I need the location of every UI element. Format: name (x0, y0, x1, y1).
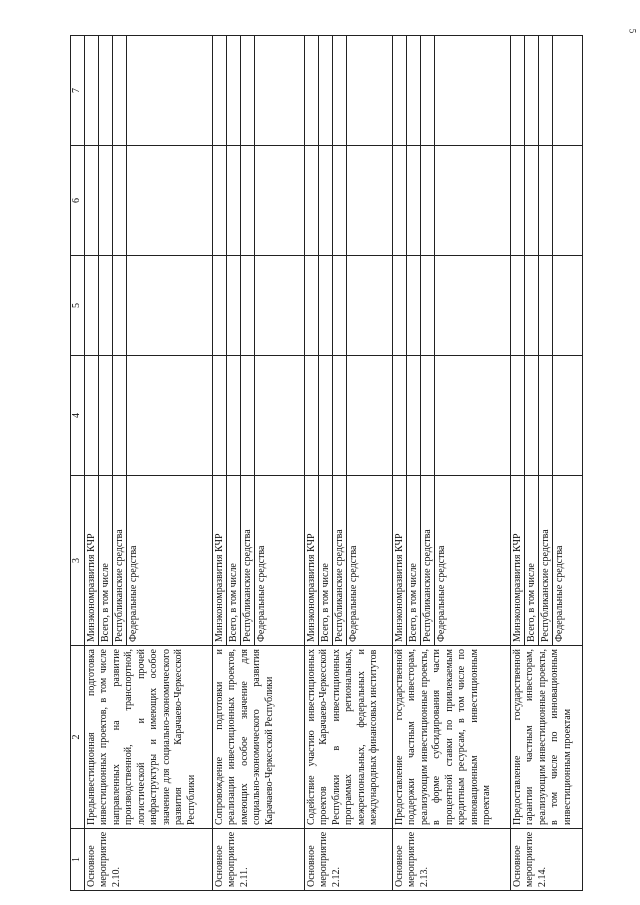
source-republican: Республиканские средства (333, 476, 347, 645)
description-cell: Сопровождение подготовки и реализации инвестиционных проектов, имеющих особое значение для социально-экономического развития Карачаево-Черкесской Республики (212, 646, 304, 829)
value-cell-col-7 (510, 36, 582, 146)
value-cell-col-5 (212, 256, 304, 356)
value-cell-col-4 (392, 356, 510, 476)
measure-cell: Основное мероприятие 2.11. (212, 829, 304, 891)
program-measures-table (70, 35, 583, 891)
source-responsible: Минэкономразвития КЧР (305, 476, 319, 645)
source-responsible: Минэкономразвития КЧР (85, 476, 99, 645)
value-cell-col-4 (84, 356, 212, 476)
header-col-6: 6 (71, 146, 85, 256)
value-cell-col-7 (392, 36, 510, 146)
header-col-4: 4 (71, 356, 85, 476)
rotated-table-wrapper (70, 36, 580, 891)
value-cell-col-7 (84, 36, 212, 146)
funding-sources-cell (392, 476, 510, 646)
value-cell-col-6 (510, 146, 582, 256)
source-total: Всего, в том числе (525, 476, 539, 645)
header-col-5: 5 (71, 256, 85, 356)
value-cell-col-6 (304, 146, 392, 256)
value-cell-col-6 (84, 146, 212, 256)
table-row (510, 36, 582, 891)
value-cell-col-4 (304, 356, 392, 476)
table-row (304, 36, 392, 891)
value-cell-col-7 (212, 36, 304, 146)
source-federal: Федеральные средства (127, 545, 139, 642)
table-row (84, 36, 212, 891)
table-row (392, 36, 510, 891)
value-cell-col-5 (304, 256, 392, 356)
table-row (212, 36, 304, 891)
source-federal: Федеральные средства (255, 545, 267, 642)
description-cell: Предоставление государственной поддержки частным инвесторам, реализующим инвестиционные проекты, в форме субсидирования части процентной ставки по привлекаемым кредитным ресурсам, в том числе по инновационным инвестиционным проектам (392, 646, 510, 829)
measure-cell: Основное мероприятие 2.10. (84, 829, 212, 891)
source-total: Всего, в том числе (99, 476, 113, 645)
funding-sources-cell (304, 476, 392, 646)
source-responsible: Минэкономразвития КЧР (511, 476, 525, 645)
value-cell-col-6 (212, 146, 304, 256)
source-republican: Республиканские средства (539, 476, 553, 645)
description-cell: Содействие участию инвестиционных проектов Карачаево-Черкесской Республики в инвестиционных программах региональных, межрегиональных, федеральных и международных финансовых институтов (304, 646, 392, 829)
header-col-2: 2 (71, 646, 85, 829)
measure-cell: Основное мероприятие 2.12. (304, 829, 392, 891)
source-federal: Федеральные средства (347, 545, 359, 642)
funding-sources-cell (212, 476, 304, 646)
header-col-1: 1 (71, 829, 85, 891)
header-col-3: 3 (71, 476, 85, 646)
value-cell-col-5 (84, 256, 212, 356)
source-republican: Республиканские средства (421, 476, 435, 645)
measure-cell: Основное мероприятие 2.13. (392, 829, 510, 891)
page-number: 5 (626, 28, 637, 34)
value-cell-col-6 (392, 146, 510, 256)
value-cell-col-4 (510, 356, 582, 476)
value-cell-col-4 (212, 356, 304, 476)
header-col-7: 7 (71, 36, 85, 146)
source-federal: Федеральные средства (553, 545, 565, 642)
funding-sources-cell (84, 476, 212, 646)
description-cell: Предынвестиционная подготовка инвестиционных проектов, в том числе направленных на развитие производственной, транспортной, логистической и прочей инфраструктуры и имеющих особое значение для социально-экономического развития Карачаево-Черкесской Республики (84, 646, 212, 829)
description-cell: Предоставление государственной гарантии частным инвесторам, реализующим инвестиционные проекты, в том числе по инновационным инвестиционным проектам (510, 646, 582, 829)
value-cell-col-7 (304, 36, 392, 146)
header-row (71, 36, 85, 891)
source-responsible: Минэкономразвития КЧР (213, 476, 227, 645)
value-cell-col-5 (392, 256, 510, 356)
source-total: Всего, в том числе (227, 476, 241, 645)
funding-sources-cell (510, 476, 582, 646)
source-total: Всего, в том числе (407, 476, 421, 645)
measure-cell: Основное мероприятие 2.14. (510, 829, 582, 891)
source-responsible: Минэкономразвития КЧР (393, 476, 407, 645)
value-cell-col-5 (510, 256, 582, 356)
source-republican: Республиканские средства (241, 476, 255, 645)
source-total: Всего, в том числе (319, 476, 333, 645)
source-republican: Республиканские средства (113, 476, 127, 645)
source-federal: Федеральные средства (435, 545, 447, 642)
